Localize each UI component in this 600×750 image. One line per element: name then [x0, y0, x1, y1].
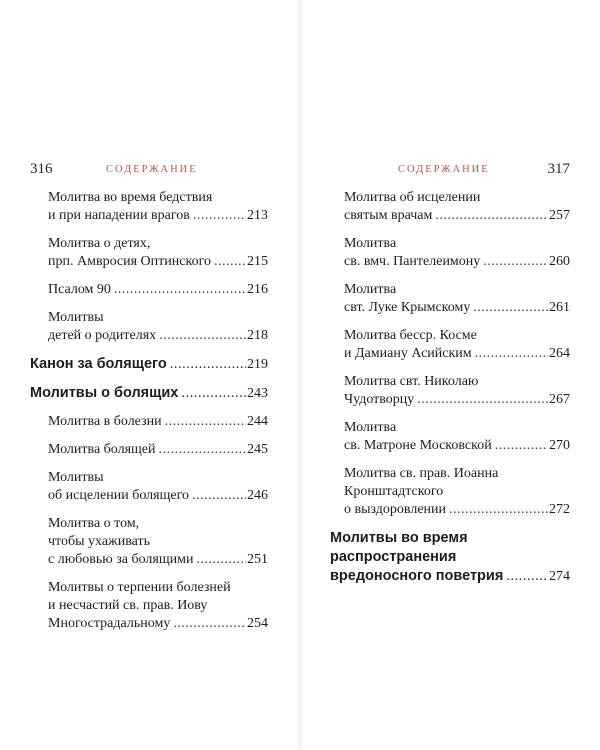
entry-line: Молитва в болезни — [48, 414, 162, 429]
entry-page: 244 — [247, 414, 268, 429]
toc-entry[interactable] — [330, 189, 570, 225]
entry-line: св. вмч. Пантелеимону — [344, 254, 481, 269]
entry-page: 213 — [247, 208, 268, 223]
entry-line: Кронштадтского — [344, 484, 444, 499]
leader-dots — [449, 501, 548, 519]
entry-page: 264 — [549, 346, 570, 361]
entry-page: 243 — [247, 386, 268, 401]
entry-line: Молитвы — [48, 470, 104, 485]
entry-line: прп. Амвросия Оптинского — [48, 254, 211, 269]
toc-section-entry[interactable] — [30, 355, 268, 374]
right-page — [330, 161, 570, 596]
leader-dots — [193, 207, 246, 225]
entry-page: 272 — [549, 502, 570, 517]
toc-section-entry[interactable] — [30, 384, 268, 403]
entry-page: 251 — [247, 552, 268, 567]
toc-entry[interactable] — [30, 235, 268, 271]
leader-dots — [435, 207, 548, 225]
left-running-head — [30, 161, 268, 181]
entry-line: Псалом 90 — [48, 282, 111, 297]
entry-line: Молитва во время бедствия — [48, 190, 213, 205]
page-number: 316 — [30, 161, 53, 177]
entry-line: свт. Луке Крымскому — [344, 300, 471, 315]
leader-dots — [165, 413, 246, 431]
toc-entry[interactable] — [30, 189, 268, 225]
toc-entry[interactable] — [330, 327, 570, 363]
running-title: СОДЕРЖАНИЕ — [106, 164, 198, 175]
entry-line: Молитвы о болящих — [30, 385, 179, 401]
entry-line: Молитвы о терпении болезней — [48, 580, 231, 595]
entry-page: 274 — [549, 569, 570, 584]
leader-dots — [475, 345, 548, 363]
entry-line: детей о родителях — [48, 328, 157, 343]
entry-page: 260 — [549, 254, 570, 269]
entry-page: 270 — [549, 438, 570, 453]
leader-dots — [159, 441, 246, 459]
toc-entry[interactable] — [30, 281, 268, 299]
toc-entry[interactable] — [30, 413, 268, 431]
toc-entry[interactable] — [330, 419, 570, 455]
book-gutter — [296, 0, 304, 750]
entry-page: 218 — [247, 328, 268, 343]
toc-entry[interactable] — [330, 465, 570, 519]
toc-entry[interactable] — [330, 235, 570, 271]
entry-line: и Дамиану Асийским — [344, 346, 472, 361]
entry-page: 246 — [247, 488, 268, 503]
entry-page: 245 — [247, 442, 268, 457]
entry-line: Молитва бесср. Косме — [344, 328, 477, 343]
entry-line: Чудотворцу — [344, 392, 415, 407]
leader-dots — [170, 355, 246, 374]
leader-dots — [192, 487, 246, 505]
leader-dots — [173, 615, 246, 633]
entry-line: Молитвы во время — [330, 530, 468, 546]
leader-dots — [214, 253, 246, 271]
toc-entry[interactable] — [30, 515, 268, 569]
toc-entry[interactable] — [30, 309, 268, 345]
entry-line: Молитвы — [48, 310, 104, 325]
left-page — [30, 161, 268, 643]
entry-line: вредоносного поветрия — [330, 568, 504, 584]
entry-page: 216 — [247, 282, 268, 297]
entry-line: Молитва об исцелении — [344, 190, 481, 205]
entry-line: с любовью за болящими — [48, 552, 194, 567]
toc-entry[interactable] — [30, 441, 268, 459]
entry-line: распространения — [330, 549, 457, 565]
toc-entry[interactable] — [30, 579, 268, 633]
entry-line: и несчастий св. прав. Иову — [48, 598, 208, 613]
leader-dots — [417, 391, 548, 409]
leader-dots — [483, 253, 548, 271]
entry-line: Многострадальному — [48, 616, 171, 631]
entry-line: Молитва — [344, 236, 397, 251]
entry-line: Канон за болящего — [30, 356, 167, 372]
entry-page: 257 — [549, 208, 570, 223]
entry-line: о выздоровлении — [344, 502, 447, 517]
entry-page: 267 — [549, 392, 570, 407]
entry-line: об исцелении болящего — [48, 488, 189, 503]
entry-line: Молитва болящей — [48, 442, 156, 457]
leader-dots — [159, 327, 246, 345]
page-number: 317 — [547, 161, 570, 177]
toc-entry[interactable] — [330, 373, 570, 409]
entry-line: чтобы ухаживать — [48, 534, 150, 549]
entry-page: 215 — [247, 254, 268, 269]
toc-entry[interactable] — [30, 469, 268, 505]
leader-dots — [196, 551, 246, 569]
toc-entry[interactable] — [330, 281, 570, 317]
right-running-head — [330, 161, 570, 181]
entry-line: Молитва о том, — [48, 516, 140, 531]
leader-dots — [114, 281, 246, 299]
entry-line: святым врачам — [344, 208, 433, 223]
entry-page: 254 — [247, 616, 268, 631]
entry-page: 261 — [549, 300, 570, 315]
entry-line: Молитва свт. Николаю — [344, 374, 479, 389]
entry-line: Молитва о детях, — [48, 236, 151, 251]
running-title: СОДЕРЖАНИЕ — [398, 164, 490, 175]
entry-line: св. Матроне Московской — [344, 438, 492, 453]
entry-line: Молитва — [344, 420, 397, 435]
leader-dots — [495, 437, 548, 455]
toc-section-entry[interactable] — [330, 529, 570, 586]
leader-dots — [506, 567, 548, 586]
leader-dots — [473, 299, 548, 317]
leader-dots — [181, 384, 246, 403]
entry-line: Молитва — [344, 282, 397, 297]
entry-page: 219 — [247, 357, 268, 372]
entry-line: и при нападении врагов — [48, 208, 190, 223]
entry-line: Молитва св. прав. Иоанна — [344, 466, 499, 481]
